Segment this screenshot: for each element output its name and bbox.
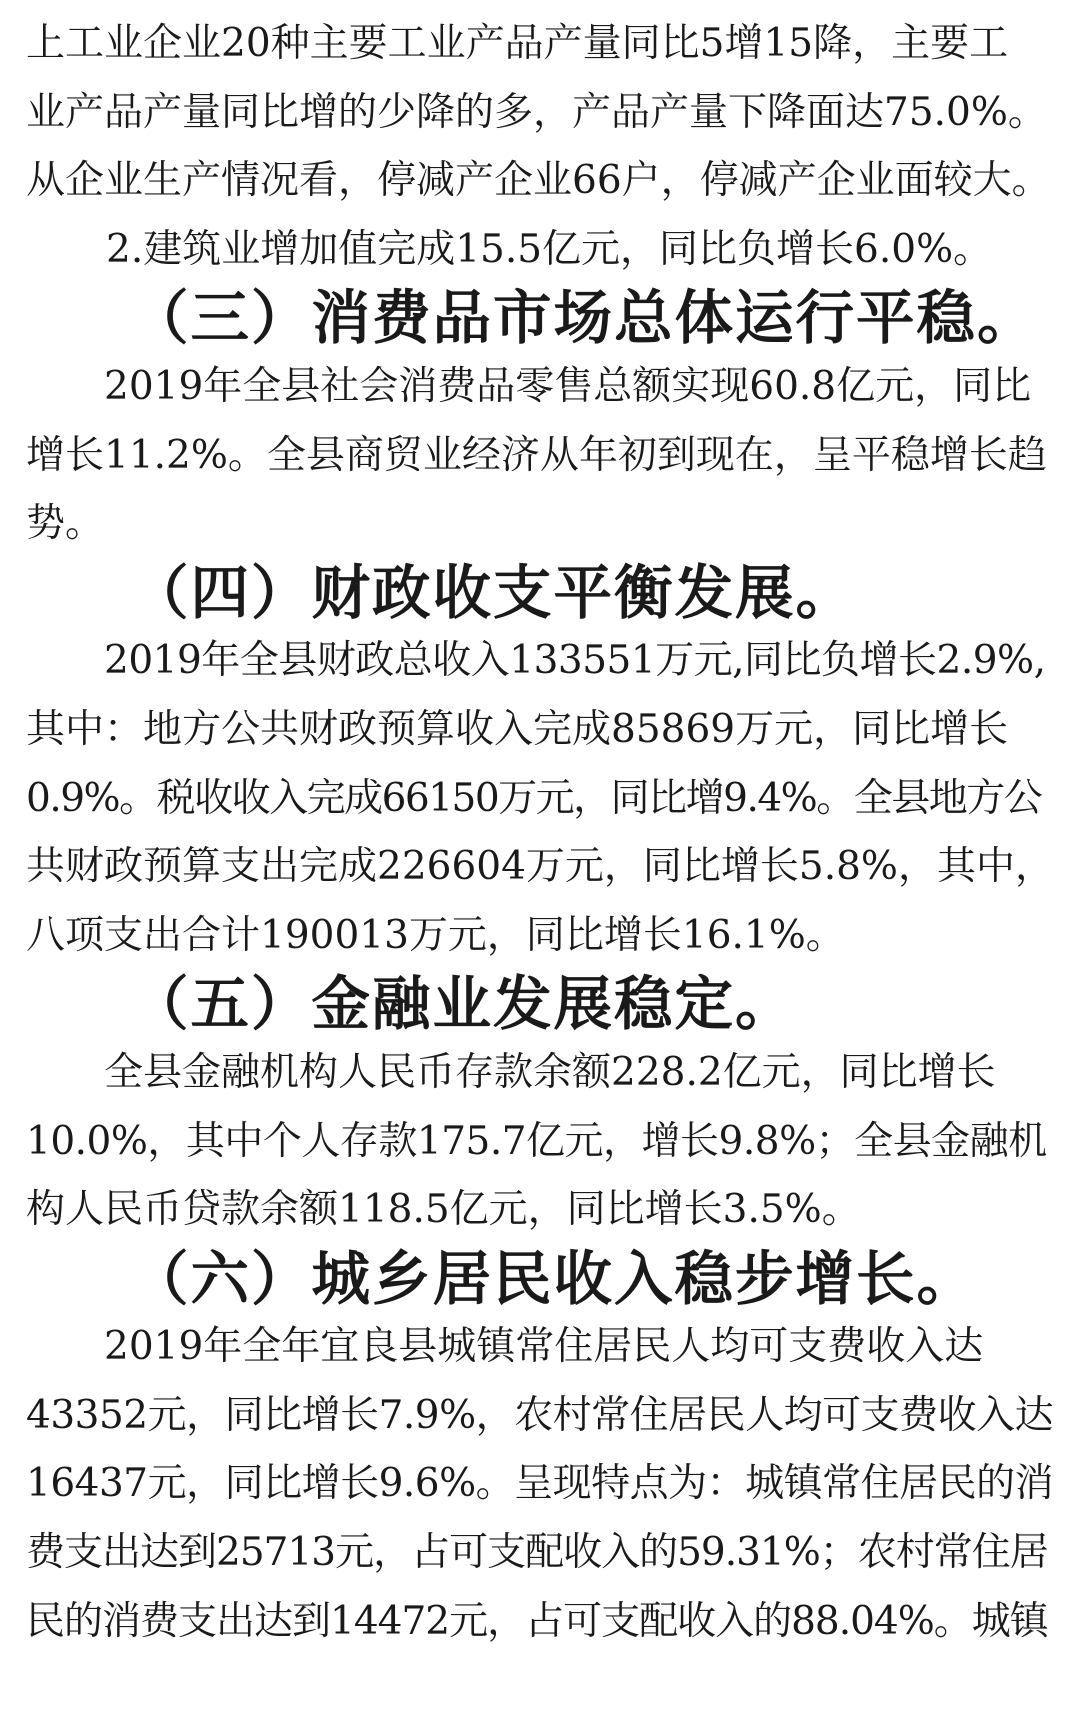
paragraph-consumer-market <box>26 353 1056 559</box>
paragraph-banking <box>26 1039 1056 1245</box>
text-line: 业产品产量同比增的少降的多，产品产量下降面达75.0%。 <box>26 89 1047 135</box>
paragraph-industrial-output <box>26 10 1056 216</box>
section-heading-resident-income: （六）城乡居民收入稳步增长。 <box>130 1244 978 1313</box>
text-line: 共财政预算支出完成226604万元，同比增长5.8%，其中， <box>26 844 1054 890</box>
text-line: 费支出达到25713元，占可支配收入的59.31%；农村常住居 <box>26 1530 1048 1576</box>
text-line: 全县金融机构人民币存款余额228.2亿元，同比增长 <box>104 1049 996 1095</box>
text-line: 民的消费支出达到14472元，占可支配收入的88.04%。城镇 <box>26 1598 1048 1644</box>
text-line: 从企业生产情况看，停减产企业66户，停减产企业面较大。 <box>26 158 1051 204</box>
section-heading-banking: （五）金融业发展稳定。 <box>130 970 796 1039</box>
text-line: 10.0%，其中个人存款175.7亿元，增长9.8%；全县金融机 <box>26 1118 1047 1164</box>
section-heading-public-finance: （四）财政收支平衡发展。 <box>130 558 857 627</box>
text-line: 2019年全年宜良县城镇常住居民人均可支费收入达 <box>104 1324 984 1370</box>
text-line: 43352元，同比增长7.9%，农村常住居民人均可支费收入达 <box>26 1392 1054 1438</box>
document-page <box>26 10 1056 1656</box>
text-line: 其中：地方公共财政预算收入完成85869万元，同比增长 <box>26 706 1009 752</box>
text-line: 2019年全县社会消费品零售总额实现60.8亿元，同比 <box>104 363 1032 409</box>
paragraph-resident-income <box>26 1313 1056 1656</box>
text-line: 构人民币贷款余额118.5亿元，同比增长3.5%。 <box>26 1187 861 1233</box>
text-line: 增长11.2%。全县商贸业经济从年初到现在，呈平稳增长趋 <box>26 432 1047 478</box>
text-line: 势。 <box>26 501 105 547</box>
text-line: 上工业企业20种主要工业产品产量同比5增15降，主要工 <box>26 21 1009 66</box>
paragraph-public-finance <box>26 627 1056 970</box>
text-line: 2019年全县财政总收入133551万元,同比负增长2.9%, <box>104 638 1046 684</box>
text-line: 16437元，同比增长9.6%。呈现特点为：城镇常住居民的消 <box>26 1461 1054 1507</box>
section-heading-consumer-market: （三）消费品市场总体运行平稳。 <box>130 284 1038 353</box>
text-line: 0.9%。税收收入完成66150万元，同比增9.4%。全县地方公 <box>26 775 1042 821</box>
text-line: 八项支出合计190013万元，同比增长16.1%。 <box>26 912 845 958</box>
paragraph-construction: 2.建筑业增加值完成15.5亿元，同比负增长6.0%。 <box>106 226 993 272</box>
